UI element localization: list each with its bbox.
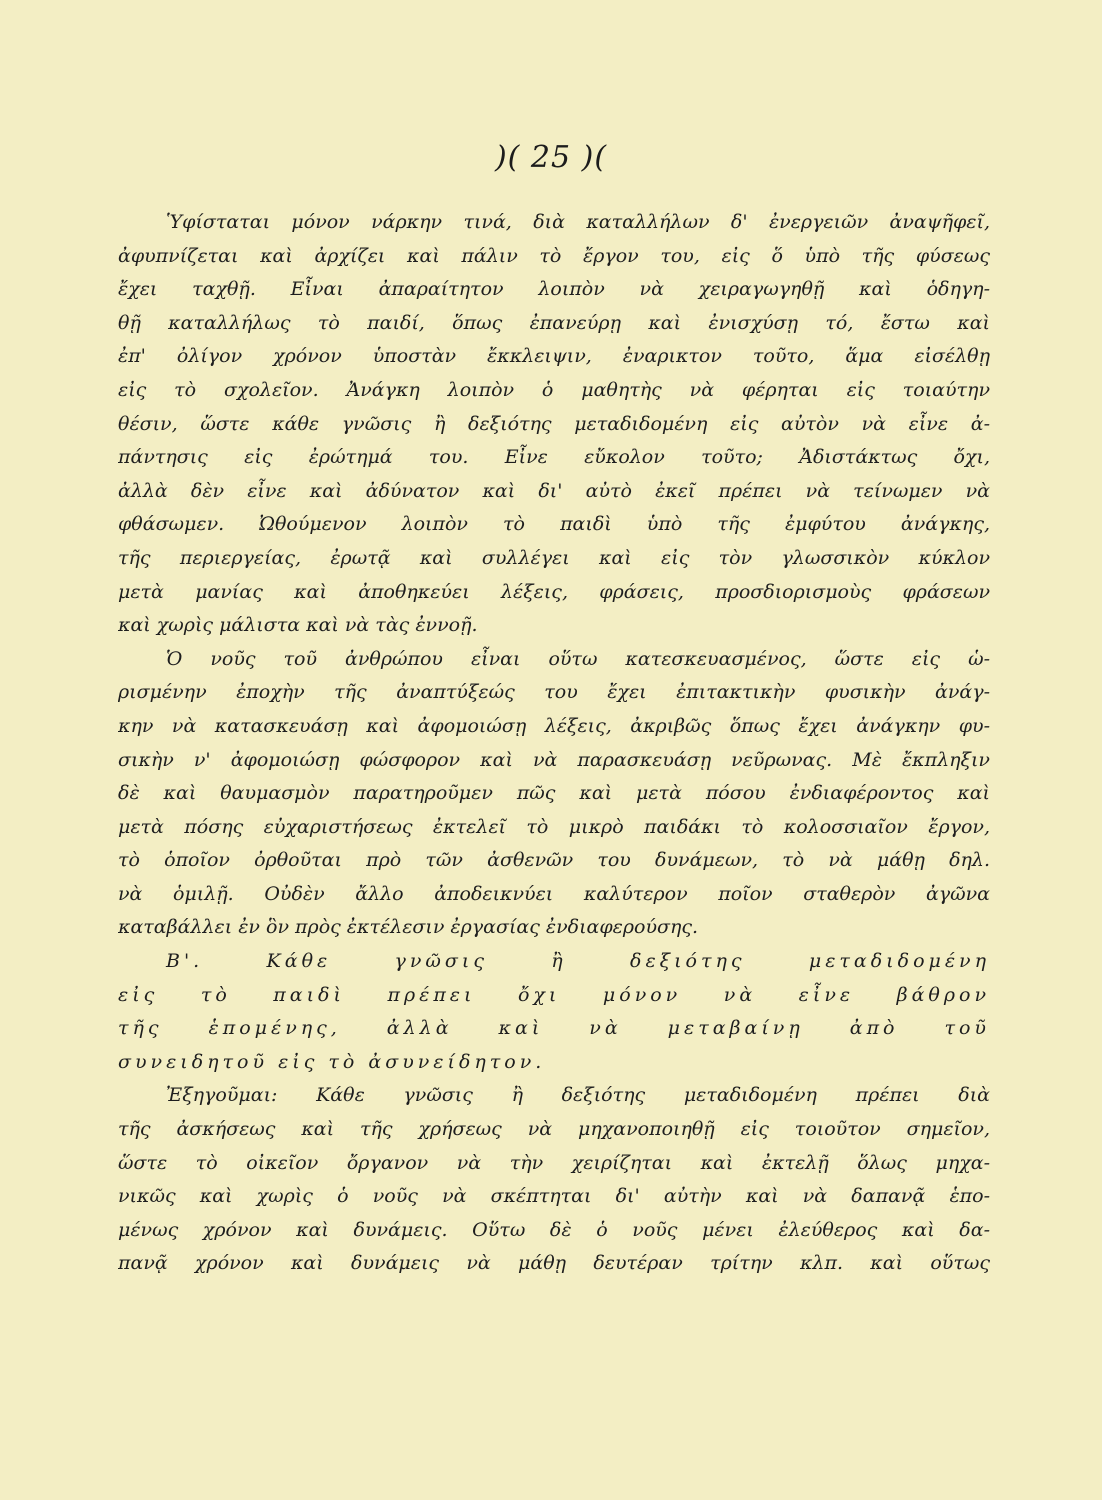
text-line: μένως χρόνον καὶ δυνάμεις. Οὕτω δὲ ὁ νοῦς μένει ἐλεύθερος καὶ δα- (118, 1218, 990, 1241)
text-line: τὸ ὁποῖον ὀρθοῦται πρὸ τῶν ἀσθενῶν του δυνάμεων, τὸ νὰ μάθῃ δηλ. (118, 849, 990, 872)
text-line: νικῶς καὶ χωρὶς ὁ νοῦς νὰ σκέπτηται δι' αὐτὴν καὶ νὰ δαπανᾷ ἑπο- (118, 1185, 990, 1208)
section-heading-line: εἰς τὸ παιδὶ πρέπει ὄχι μόνον νὰ εἶνε βάθρον (118, 983, 990, 1006)
text-line: δὲ καὶ θαυμασμὸν παρατηροῦμεν πῶς καὶ μετὰ πόσου ἐνδιαφέροντος καὶ (118, 782, 990, 805)
text-line: θῇ καταλλήλως τὸ παιδί, ὅπως ἐπανεύρῃ καὶ ἐνισχύσῃ τό, ἔστω καὶ (118, 311, 990, 334)
text-line: ἔχει ταχθῇ. Εἶναι ἀπαραίτητον λοιπὸν νὰ χειραγωγηθῇ καὶ ὁδηγη- (118, 278, 990, 301)
page-number: )( 25 )( (494, 140, 608, 175)
text-line: τῆς περιεργείας, ἐρωτᾷ καὶ συλλέγει καὶ εἰς τὸν γλωσσικὸν κύκλον (118, 546, 990, 569)
text-line: ἐπ' ὀλίγον χρόνον ὑποστὰν ἔκκλειψιν, ἐναρικτον τοῦτο, ἅμα εἰσέλθῃ (118, 345, 990, 368)
text-line: φθάσωμεν. Ὠθούμενον λοιπὸν τὸ παιδὶ ὑπὸ τῆς ἐμφύτου ἀνάγκης, (118, 513, 990, 536)
text-line: ἀφυπνίζεται καὶ ἀρχίζει καὶ πάλιν τὸ ἔργον του, εἰς ὅ ὑπὸ τῆς φύσεως (118, 244, 990, 267)
section-heading-line: τῆς ἑπομένης, ἀλλὰ καὶ νὰ μεταβαίνῃ ἀπὸ τοῦ (118, 1017, 990, 1040)
text-line: καὶ χωρὶς μάλιστα καὶ νὰ τὰς ἐννοῇ. (118, 614, 478, 637)
text-line: ἀλλὰ δὲν εἶνε καὶ ἀδύνατον καὶ δι' αὐτὸ ἐκεῖ πρέπει νὰ τείνωμεν νὰ (118, 479, 990, 502)
text-line: σικὴν ν' ἀφομοιώσῃ φώσφορον καὶ νὰ παρασκευάσῃ νεῦρωνας. Μὲ ἔκπληξιν (118, 748, 990, 771)
text-line: νὰ ὁμιλῇ. Οὐδὲν ἄλλο ἀποδεικνύει καλύτερον ποῖον σταθερὸν ἀγῶνα (118, 882, 990, 905)
text-line: θέσιν, ὥστε κάθε γνῶσις ἢ δεξιότης μεταδιδομένη εἰς αὐτὸν νὰ εἶνε ἀ- (118, 412, 990, 435)
body-text (118, 206, 990, 1281)
text-line: εἰς τὸ σχολεῖον. Ἀνάγκη λοιπὸν ὁ μαθητὴς νὰ φέρηται εἰς τοιαύτην (118, 378, 990, 401)
text-line: κην νὰ κατασκευάσῃ καὶ ἀφομοιώσῃ λέξεις, ἀκριβῶς ὅπως ἔχει ἀνάγκην φυ- (118, 714, 990, 737)
text-line: Ὑφίσταται μόνον νάρκην τινά, διὰ καταλλήλων δ' ἐνεργειῶν ἀναψῆφεῖ, (166, 211, 990, 233)
text-line: μετὰ πόσης εὐχαριστήσεως ἐκτελεῖ τὸ μικρὸ παιδάκι τὸ κολοσσιαῖον ἔργον, (118, 815, 990, 838)
text-line: τῆς ἀσκήσεως καὶ τῆς χρήσεως νὰ μηχανοποιηθῇ εἰς τοιοῦτον σημεῖον, (118, 1118, 990, 1141)
section-heading-line: Β'. Κάθε γνῶσις ἢ δεξιότης μεταδιδομένη (166, 950, 990, 973)
text-line: Ἐξηγοῦμαι: Κάθε γνῶσις ἢ δεξιότης μεταδιδομένη πρέπει διὰ (166, 1084, 990, 1107)
text-line: Ὁ νοῦς τοῦ ἀνθρώπου εἶναι οὕτω κατεσκευασμένος, ὥστε εἰς ὡ- (166, 647, 990, 670)
section-heading-line: συνειδητοῦ εἰς τὸ ἀσυνείδητον. (118, 1050, 546, 1073)
text-line: ρισμένην ἐποχὴν τῆς ἀναπτύξεώς του ἔχει ἐπιτακτικὴν φυσικὴν ἀνάγ- (118, 681, 990, 704)
text-line: καταβάλλει ἐν ὃν πρὸς ἐκτέλεσιν ἐργασίας ἐνδιαφερούσης. (118, 916, 699, 939)
text-line: μετὰ μανίας καὶ ἀποθηκεύει λέξεις, φράσεις, προσδιορισμοὺς φράσεων (118, 580, 990, 603)
text-line: ὥστε τὸ οἰκεῖον ὄργανον νὰ τὴν χειρίζηται καὶ ἐκτελῇ ὅλως μηχα- (118, 1151, 990, 1174)
text-line: πάντησις εἰς ἐρώτημά του. Εἶνε εὔκολον τοῦτο; Ἀδιστάκτως ὄχι, (118, 446, 990, 469)
text-line: πανᾷ χρόνον καὶ δυνάμεις νὰ μάθῃ δευτέραν τρίτην κλπ. καὶ οὕτως (118, 1252, 990, 1275)
